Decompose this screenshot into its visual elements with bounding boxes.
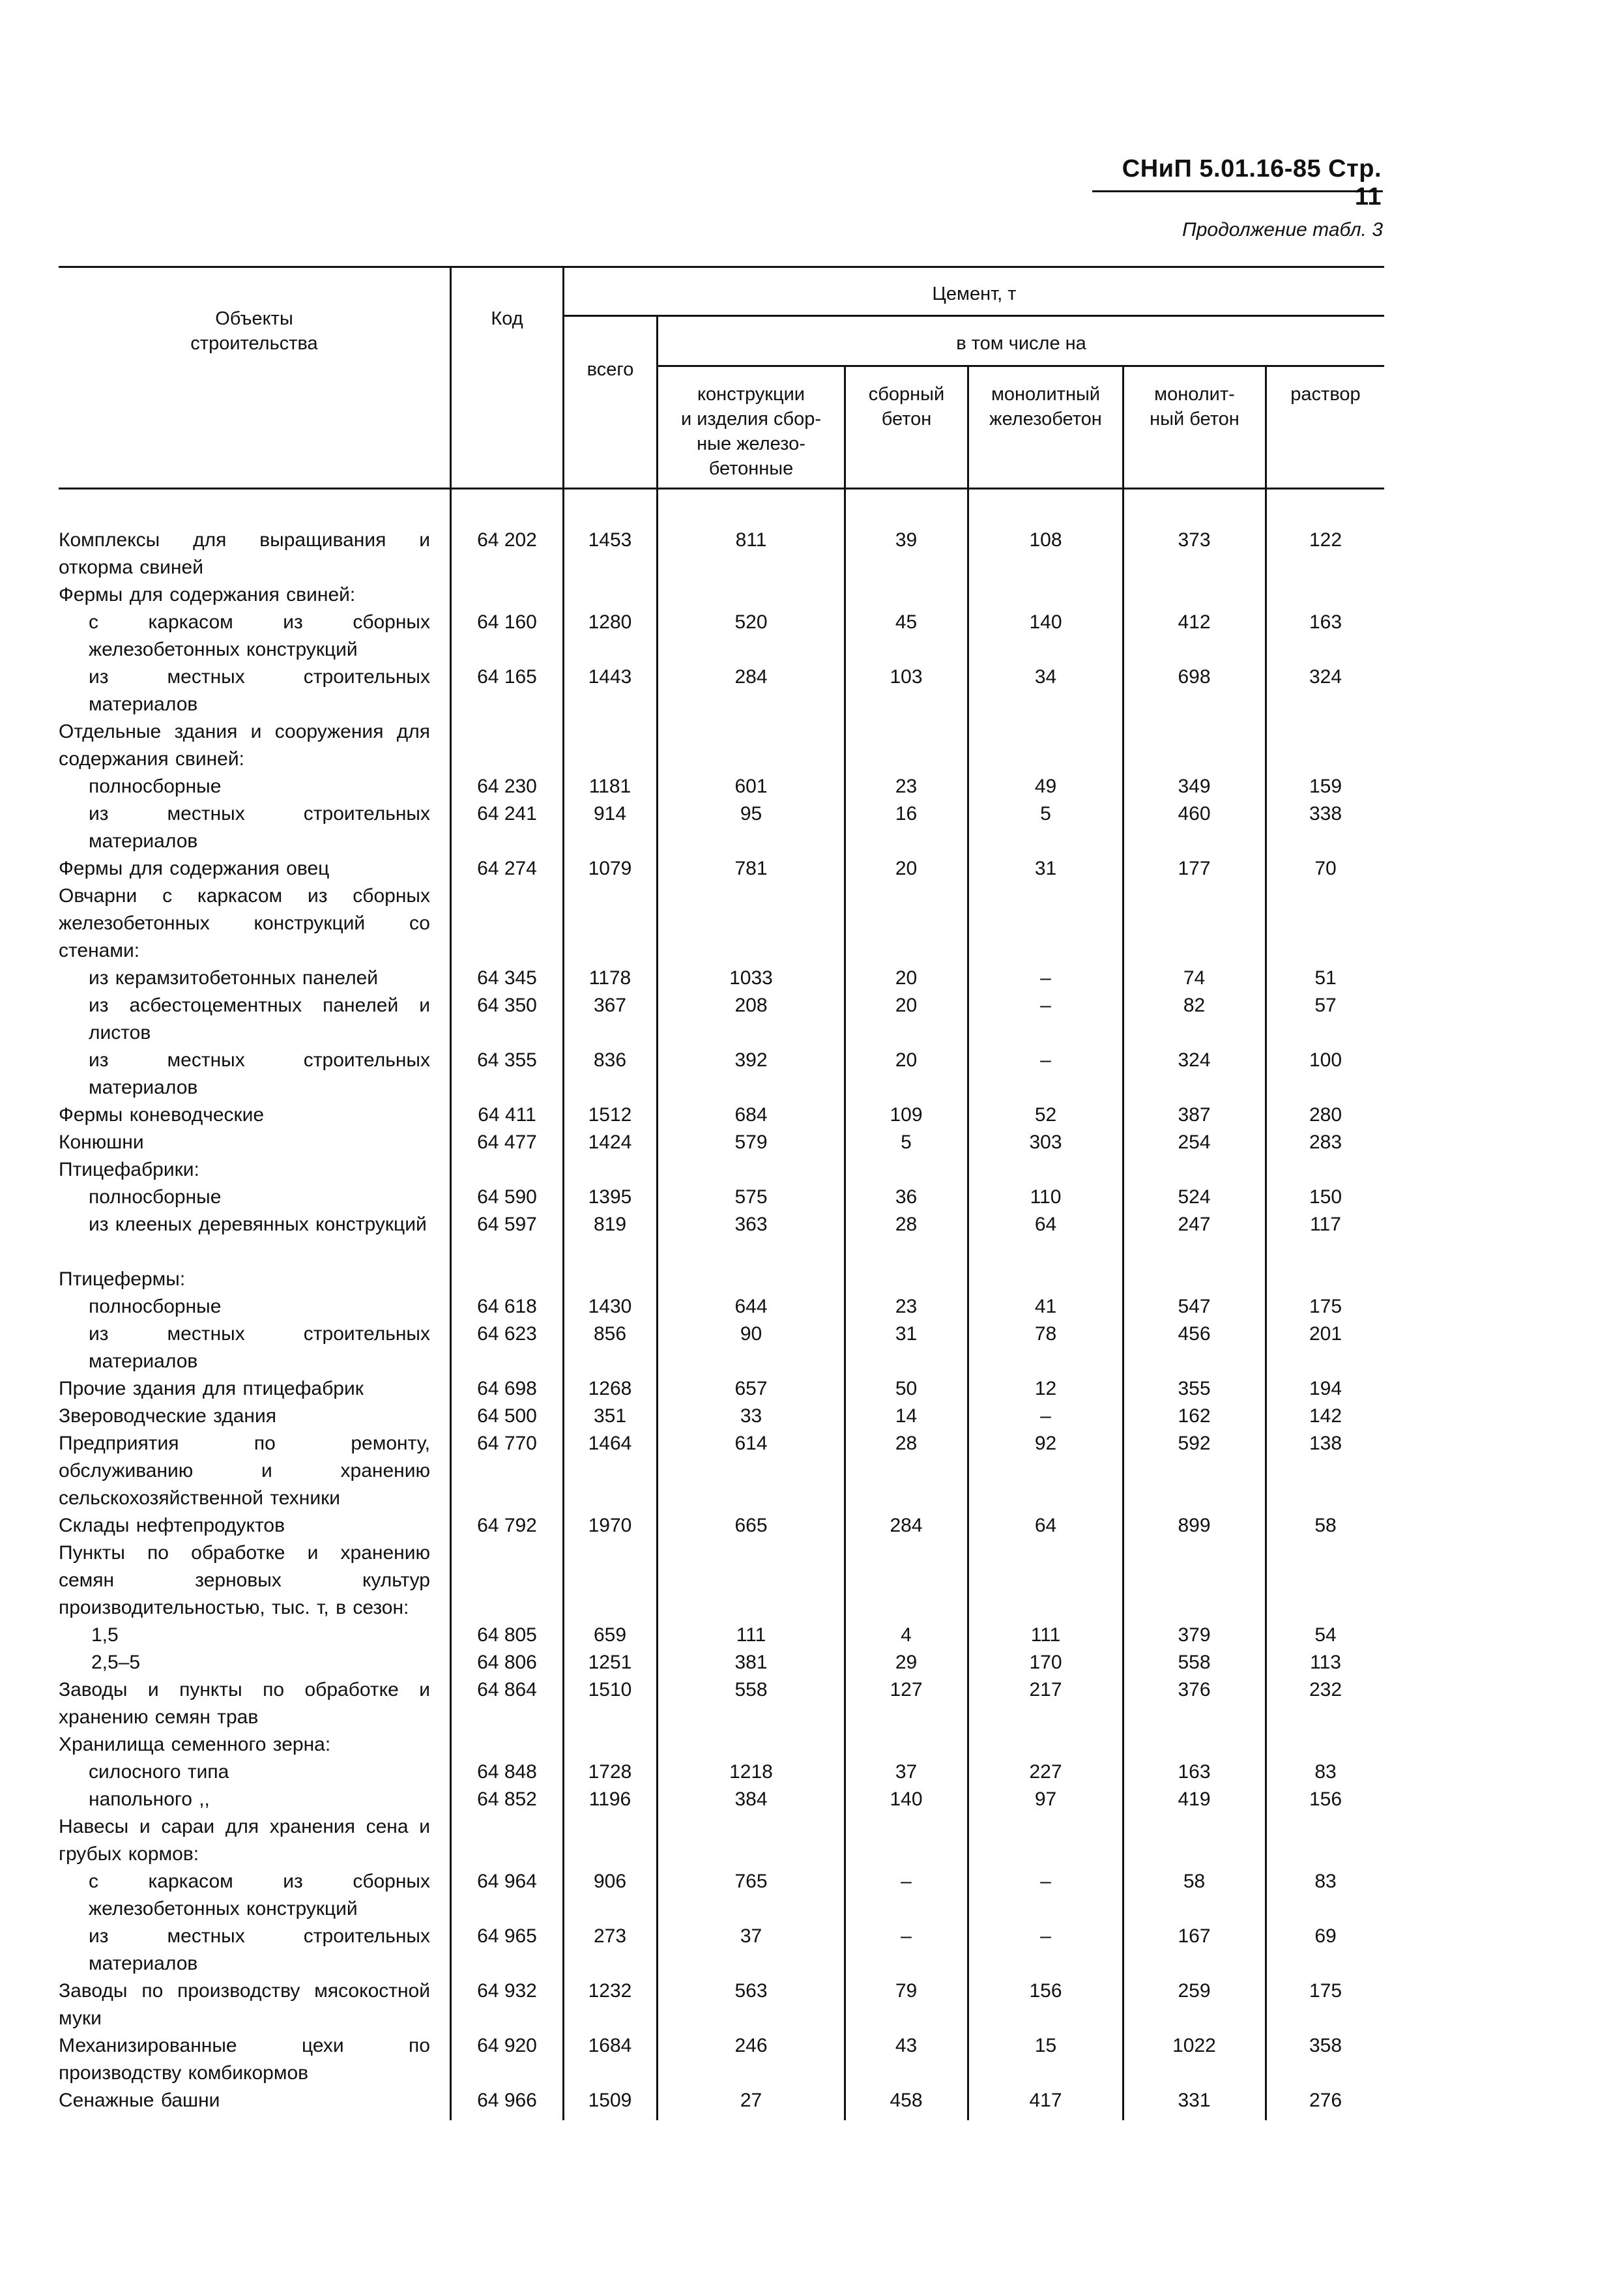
row-precast-concrete: 28 (895, 1433, 918, 1454)
row-code: 64 770 (477, 1433, 537, 1454)
cement-subheader-rule (562, 315, 1384, 317)
header-mortar: раствор (1290, 384, 1361, 405)
row-precast-concrete: 39 (895, 529, 918, 551)
row-code: 64 160 (477, 611, 537, 633)
row-precast-concrete: 14 (895, 1405, 918, 1427)
row-total: 273 (593, 1925, 627, 1947)
row-mortar: 338 (1309, 803, 1342, 824)
row-mortar: 83 (1314, 1871, 1337, 1892)
row-mortar: 201 (1309, 1323, 1342, 1345)
row-total: 1178 (588, 967, 631, 989)
row-precast-concrete: 23 (895, 776, 918, 797)
row-mortar: 83 (1314, 1761, 1337, 1783)
table-top-rule (59, 266, 1384, 268)
row-monolithic-concrete: 376 (1178, 1679, 1211, 1700)
header-underline (1092, 190, 1383, 192)
row-monolithic-rc: 170 (1029, 1652, 1062, 1673)
row-code: 64 202 (477, 529, 537, 551)
row-code: 64 966 (477, 2090, 537, 2111)
row-precast-rc: 363 (734, 1214, 768, 1235)
header-total: всего (587, 359, 634, 380)
row-monolithic-rc: 92 (1034, 1433, 1057, 1454)
row-precast-concrete: 16 (895, 803, 918, 824)
row-total: 906 (593, 1871, 627, 1892)
row-monolithic-concrete: 167 (1178, 1925, 1211, 1947)
row-total: 1512 (588, 1104, 632, 1126)
row-code: 64 411 (478, 1104, 536, 1126)
header-objects: Объекты строительства (190, 308, 318, 354)
row-precast-rc: 384 (734, 1788, 768, 1810)
row-object-name: Конюшни (59, 1131, 144, 1153)
row-precast-concrete: 50 (895, 1378, 918, 1399)
row-object-name: Пункты по обработке и хранению семян зерновых культур производительностью, тыс. т, в сезон: (59, 1542, 430, 1618)
row-monolithic-rc: 108 (1029, 529, 1062, 551)
row-precast-concrete: 103 (890, 666, 923, 688)
row-code: 64 165 (477, 666, 537, 688)
row-code: 64 932 (477, 1980, 537, 2002)
row-object-name: полносборные (89, 1296, 222, 1317)
row-precast-concrete: 29 (895, 1652, 918, 1673)
row-total: 1079 (588, 858, 632, 879)
row-monolithic-rc: 303 (1029, 1131, 1062, 1153)
header-including: в том числе на (956, 333, 1086, 354)
row-precast-rc: 765 (734, 1871, 768, 1892)
row-object-name: из местных строительных материалов (89, 666, 430, 715)
row-code: 64 597 (477, 1214, 537, 1235)
row-total: 1268 (588, 1378, 632, 1399)
row-monolithic-concrete: 163 (1178, 1761, 1211, 1783)
row-mortar: 100 (1309, 1049, 1342, 1071)
row-monolithic-concrete: 524 (1178, 1186, 1211, 1208)
row-object-name: Хранилища семенного зерна: (59, 1734, 331, 1755)
row-precast-concrete: 4 (901, 1624, 912, 1646)
row-monolithic-concrete: 58 (1183, 1871, 1206, 1892)
row-precast-concrete: 20 (895, 995, 918, 1016)
row-monolithic-concrete: 349 (1178, 776, 1211, 797)
row-monolithic-rc: 227 (1029, 1761, 1062, 1783)
row-total: 836 (593, 1049, 627, 1071)
row-total: 1510 (588, 1679, 632, 1700)
row-precast-rc: 601 (734, 776, 768, 797)
row-precast-rc: 665 (734, 1515, 768, 1536)
row-object-name: Прочие здания для птицефабрик (59, 1378, 364, 1399)
row-object-name: из местных строительных материалов (89, 1925, 430, 1974)
row-monolithic-rc: 417 (1029, 2090, 1062, 2111)
row-total: 1280 (588, 611, 632, 633)
row-monolithic-rc: 64 (1034, 1214, 1057, 1235)
row-mortar: 150 (1309, 1186, 1342, 1208)
row-precast-concrete: 109 (890, 1104, 923, 1126)
row-precast-concrete: 20 (895, 1049, 918, 1071)
row-precast-rc: 284 (734, 666, 768, 688)
row-object-name: напольного ,, (89, 1788, 210, 1810)
table-continuation-note: Продолжение табл. 3 (1182, 219, 1383, 241)
row-precast-rc: 37 (740, 1925, 762, 1947)
row-object-name: Склады нефтепродуктов (59, 1515, 285, 1536)
row-precast-rc: 90 (740, 1323, 762, 1345)
row-code: 64 345 (477, 967, 537, 989)
table-header-bottom-rule (59, 488, 1384, 489)
header-precast-concrete: сборный бетон (868, 384, 945, 430)
row-monolithic-concrete: 698 (1178, 666, 1211, 688)
row-precast-concrete: 5 (901, 1131, 912, 1153)
row-total: 914 (593, 803, 627, 824)
row-mortar: 57 (1314, 995, 1337, 1016)
row-total: 1232 (588, 1980, 632, 2002)
row-total: 856 (593, 1323, 627, 1345)
row-total: 1395 (588, 1186, 632, 1208)
row-precast-rc: 27 (740, 2090, 762, 2111)
row-object-name: из керамзитобетонных панелей (89, 967, 379, 989)
row-code: 64 965 (477, 1925, 537, 1947)
row-monolithic-concrete: 419 (1178, 1788, 1211, 1810)
row-code: 64 230 (477, 776, 537, 797)
row-monolithic-concrete: 324 (1178, 1049, 1211, 1071)
row-object-name: 2,5–5 (91, 1652, 141, 1673)
row-monolithic-concrete: 547 (1178, 1296, 1211, 1317)
page-header: СНиП 5.01.16-85 Стр. 11 (1122, 155, 1382, 211)
row-precast-rc: 1033 (729, 967, 773, 989)
row-precast-rc: 575 (734, 1186, 768, 1208)
row-mortar: 194 (1309, 1378, 1342, 1399)
row-monolithic-rc: 111 (1030, 1624, 1061, 1646)
row-monolithic-concrete: 899 (1178, 1515, 1211, 1536)
row-mortar: 69 (1314, 1925, 1337, 1947)
row-mortar: 175 (1309, 1980, 1342, 2002)
row-monolithic-concrete: 162 (1178, 1405, 1211, 1427)
row-total: 1251 (588, 1652, 632, 1673)
row-mortar: 175 (1309, 1296, 1342, 1317)
row-total: 1464 (588, 1433, 632, 1454)
row-monolithic-concrete: 355 (1178, 1378, 1211, 1399)
row-total: 1430 (588, 1296, 632, 1317)
row-precast-rc: 684 (734, 1104, 768, 1126)
row-precast-rc: 208 (734, 995, 768, 1016)
row-monolithic-rc: 34 (1034, 666, 1057, 688)
row-code: 64 964 (477, 1871, 537, 1892)
row-object-name: Фермы коневодческие (59, 1104, 265, 1126)
row-monolithic-rc: – (1040, 995, 1051, 1016)
row-object-name: с каркасом из сборных железобетонных конструкций (89, 611, 430, 660)
row-monolithic-rc: 110 (1030, 1186, 1062, 1208)
row-precast-rc: 644 (734, 1296, 768, 1317)
header-code: Код (491, 308, 523, 329)
row-mortar: 117 (1310, 1214, 1341, 1235)
row-object-name: полносборные (89, 1186, 222, 1208)
row-mortar: 280 (1309, 1104, 1342, 1126)
row-precast-rc: 558 (734, 1679, 768, 1700)
row-code: 64 806 (477, 1652, 537, 1673)
including-subheader-rule (656, 365, 1384, 367)
row-code: 64 355 (477, 1049, 537, 1071)
row-monolithic-rc: 217 (1029, 1679, 1062, 1700)
header-monolithic-concrete: монолит- ный бетон (1150, 384, 1240, 430)
row-monolithic-rc: 49 (1034, 776, 1057, 797)
row-precast-rc: 811 (735, 529, 767, 551)
row-monolithic-rc: 5 (1040, 803, 1051, 824)
row-code: 64 920 (477, 2035, 537, 2056)
row-precast-rc: 33 (740, 1405, 762, 1427)
row-precast-concrete: 79 (895, 1980, 918, 2002)
row-code: 64 500 (477, 1405, 537, 1427)
row-mortar: 142 (1309, 1405, 1342, 1427)
row-monolithic-concrete: 379 (1178, 1624, 1211, 1646)
row-mortar: 54 (1314, 1624, 1337, 1646)
row-mortar: 232 (1309, 1679, 1342, 1700)
row-object-name: Механизированные цехи по производству комбикормов (59, 2035, 430, 2084)
row-monolithic-rc: – (1040, 1405, 1051, 1427)
row-precast-concrete: 20 (895, 858, 918, 879)
row-monolithic-rc: – (1040, 1871, 1051, 1892)
header-cement: Цемент, т (932, 284, 1017, 304)
row-monolithic-concrete: 247 (1178, 1214, 1211, 1235)
row-object-name: силосного типа (89, 1761, 229, 1783)
row-code: 64 698 (477, 1378, 537, 1399)
row-monolithic-rc: 31 (1034, 858, 1057, 879)
row-monolithic-rc: – (1040, 1049, 1051, 1071)
row-precast-concrete: 284 (890, 1515, 923, 1536)
row-object-name: из асбестоцементных панелей и листов (89, 995, 430, 1043)
row-code: 64 350 (477, 995, 537, 1016)
row-precast-concrete: 28 (895, 1214, 918, 1235)
row-precast-concrete: – (901, 1925, 912, 1947)
row-code: 64 805 (477, 1624, 537, 1646)
row-total: 1181 (588, 776, 631, 797)
row-monolithic-concrete: 259 (1178, 1980, 1211, 2002)
row-total: 1684 (588, 2035, 632, 2056)
row-object-name: Фермы для содержания овец (59, 858, 330, 879)
row-code: 64 852 (477, 1788, 537, 1810)
row-mortar: 276 (1309, 2090, 1342, 2111)
row-mortar: 358 (1309, 2035, 1342, 2056)
row-total: 819 (593, 1214, 627, 1235)
row-mortar: 283 (1309, 1131, 1342, 1153)
row-monolithic-rc: 41 (1034, 1296, 1057, 1317)
row-monolithic-concrete: 592 (1178, 1433, 1211, 1454)
row-object-name: Овчарни с каркасом из сборных железобетонных конструкций со стенами: (59, 885, 430, 961)
row-monolithic-rc: 140 (1029, 611, 1062, 633)
row-mortar: 51 (1314, 967, 1337, 989)
row-mortar: 113 (1310, 1652, 1341, 1673)
row-precast-rc: 614 (734, 1433, 768, 1454)
row-object-name: Комплексы для выращивания и откорма свиней (59, 529, 430, 578)
row-total: 1443 (588, 666, 632, 688)
row-object-name: из клееных деревянных конструкций (89, 1214, 427, 1235)
row-code: 64 618 (477, 1296, 537, 1317)
row-precast-concrete: 23 (895, 1296, 918, 1317)
row-total: 1453 (588, 529, 632, 551)
row-mortar: 324 (1309, 666, 1342, 688)
row-mortar: 58 (1314, 1515, 1337, 1536)
row-object-name: Звероводческие здания (59, 1405, 276, 1427)
row-monolithic-rc: – (1040, 1925, 1051, 1947)
row-precast-rc: 111 (736, 1624, 766, 1646)
row-monolithic-rc: 156 (1029, 1980, 1062, 2002)
row-monolithic-concrete: 74 (1183, 967, 1206, 989)
row-monolithic-concrete: 373 (1178, 529, 1211, 551)
row-code: 64 792 (477, 1515, 537, 1536)
row-precast-rc: 563 (734, 1980, 768, 2002)
row-monolithic-concrete: 331 (1178, 2090, 1211, 2111)
row-object-name: Птицефермы: (59, 1268, 186, 1290)
row-total: 367 (593, 995, 627, 1016)
row-monolithic-rc: 97 (1034, 1788, 1057, 1810)
row-precast-concrete: 37 (895, 1761, 918, 1783)
row-object-name: Птицефабрики: (59, 1159, 199, 1180)
row-object-name: из местных строительных материалов (89, 1049, 430, 1098)
row-code: 64 864 (477, 1679, 537, 1700)
row-monolithic-rc: – (1040, 967, 1051, 989)
row-total: 1970 (588, 1515, 632, 1536)
row-monolithic-rc: 15 (1034, 2035, 1057, 2056)
row-monolithic-concrete: 456 (1178, 1323, 1211, 1345)
row-object-name: из местных строительных материалов (89, 803, 430, 852)
row-precast-rc: 781 (734, 858, 768, 879)
row-object-name: из местных строительных материалов (89, 1323, 430, 1372)
row-precast-rc: 657 (734, 1378, 768, 1399)
row-mortar: 156 (1309, 1788, 1342, 1810)
row-precast-concrete: 31 (895, 1323, 918, 1345)
row-total: 659 (593, 1624, 627, 1646)
row-precast-rc: 392 (734, 1049, 768, 1071)
row-object-name: Фермы для содержания свиней: (59, 584, 356, 606)
row-precast-rc: 1218 (729, 1761, 773, 1783)
row-precast-concrete: – (901, 1871, 912, 1892)
row-object-name: Заводы по производству мясокостной муки (59, 1980, 430, 2029)
row-total: 351 (593, 1405, 627, 1427)
row-mortar: 122 (1309, 529, 1342, 551)
row-monolithic-concrete: 412 (1178, 611, 1211, 633)
header-precast: конструкции и изделия сбор- ные железо- бетонные (680, 384, 822, 479)
row-monolithic-concrete: 558 (1178, 1652, 1211, 1673)
row-precast-concrete: 458 (890, 2090, 923, 2111)
row-monolithic-concrete: 387 (1178, 1104, 1211, 1126)
row-monolithic-concrete: 1022 (1172, 2035, 1216, 2056)
row-monolithic-rc: 52 (1034, 1104, 1057, 1126)
row-precast-rc: 579 (734, 1131, 768, 1153)
row-precast-concrete: 43 (895, 2035, 918, 2056)
row-code: 64 274 (477, 858, 537, 879)
row-object-name: Заводы и пункты по обработке и хранению семян трав (59, 1679, 430, 1728)
row-precast-concrete: 20 (895, 967, 918, 989)
row-object-name: 1,5 (91, 1624, 119, 1646)
row-monolithic-rc: 12 (1034, 1378, 1057, 1399)
row-precast-concrete: 45 (895, 611, 918, 633)
row-monolithic-concrete: 254 (1178, 1131, 1211, 1153)
row-code: 64 477 (477, 1131, 537, 1153)
row-code: 64 590 (477, 1186, 537, 1208)
row-object-name: Отдельные здания и сооружения для содержания свиней: (59, 721, 430, 770)
row-code: 64 241 (477, 803, 537, 824)
row-mortar: 163 (1309, 611, 1342, 633)
row-mortar: 70 (1314, 858, 1337, 879)
row-total: 1728 (588, 1761, 632, 1783)
row-precast-rc: 381 (734, 1652, 768, 1673)
row-monolithic-rc: 64 (1034, 1515, 1057, 1536)
row-precast-rc: 520 (734, 611, 768, 633)
row-precast-concrete: 36 (895, 1186, 918, 1208)
row-object-name: полносборные (89, 776, 222, 797)
row-monolithic-concrete: 460 (1178, 803, 1211, 824)
row-precast-rc: 246 (734, 2035, 768, 2056)
row-mortar: 138 (1309, 1433, 1342, 1454)
row-monolithic-rc: 78 (1034, 1323, 1057, 1345)
row-total: 1424 (588, 1131, 632, 1153)
row-object-name: Сенажные башни (59, 2090, 220, 2111)
row-mortar: 159 (1309, 776, 1342, 797)
row-object-name: с каркасом из сборных железобетонных конструкций (89, 1871, 430, 1919)
row-monolithic-concrete: 177 (1178, 858, 1211, 879)
row-total: 1196 (588, 1788, 631, 1810)
row-code: 64 848 (477, 1761, 537, 1783)
row-precast-concrete: 140 (890, 1788, 923, 1810)
row-precast-concrete: 127 (890, 1679, 923, 1700)
header-monolithic-rc: монолитный железобетон (989, 384, 1102, 430)
row-object-name: Навесы и сараи для хранения сена и грубых кормов: (59, 1816, 430, 1865)
row-code: 64 623 (477, 1323, 537, 1345)
row-monolithic-concrete: 82 (1183, 995, 1206, 1016)
row-total: 1509 (588, 2090, 632, 2111)
row-object-name: Предприятия по ремонту, обслуживанию и хранению сельскохозяйственной техники (59, 1433, 430, 1509)
row-precast-rc: 95 (740, 803, 762, 824)
